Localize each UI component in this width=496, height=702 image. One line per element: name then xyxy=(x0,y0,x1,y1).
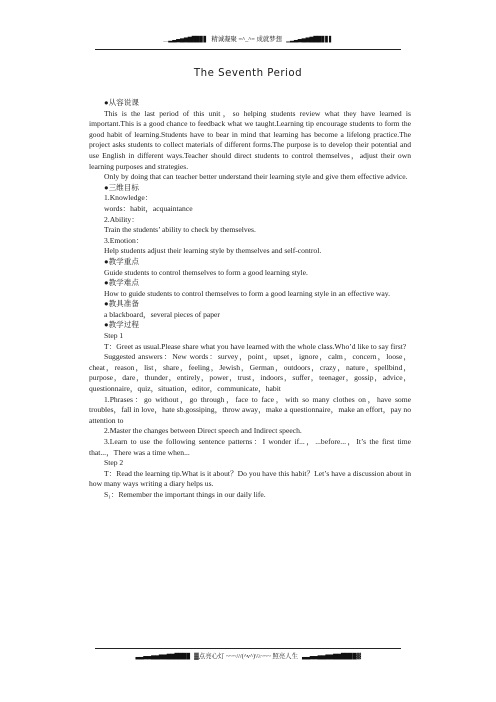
paragraph: Step 2 xyxy=(104,458,124,468)
section-heading: ●教学过程 xyxy=(104,320,139,330)
footer-left-decoration: ▃▃▄▄▅▅▆▆▇▇██▉▉ xyxy=(135,654,191,660)
section-heading: ●教具准备 xyxy=(104,299,139,309)
paragraph: Suggested answers：New words：survey，point，upset，ignore，calm，concern，loose，cheat，reason，list，share，feeling，Jewish，German，outdoors，crazy，nature，spellbind，purpose，dare，thunder，entirely，power，trust，indoors，suffer，teenager，gossip，advice，questionnaire，quiz，situation，editor，communicate，habit xyxy=(89,352,411,394)
paragraph: 1.Knowledge： xyxy=(104,193,153,203)
footer-text: ▓点亮心灯 ~~~///(^v^)\\\~~~ 照亮人生 xyxy=(194,653,298,660)
paragraph: 1.Phrases：go without，go through，face to face，with so many clothes on，have some troubles，fall in love，hate sb.gossiping，throw away，make a questionnaire，make an effort，pay no attention to xyxy=(89,394,411,425)
document-body xyxy=(89,98,411,501)
section-heading: ●三维目标 xyxy=(104,182,139,192)
paragraph: Help students adjust their learning style by themselves and self-control. xyxy=(104,246,322,256)
page-footer xyxy=(0,650,496,664)
page-header xyxy=(0,33,496,47)
paragraph: T：Read the learning tip.What is it about？Do you have this habit？Let’s have a discussion about in how many ways writing a diary helps us. xyxy=(89,468,411,489)
section-heading: ●教学难点 xyxy=(104,278,139,288)
paragraph: How to guide students to control themselves to form a good learning style in an effective way. xyxy=(104,288,390,298)
paragraph: Guide students to control themselves to form a good learning style. xyxy=(104,267,308,277)
paragraph: 3.Emotion： xyxy=(104,235,144,245)
header-right-decoration: ▁▂▃▄▅▆▇█▉▊▋▌ xyxy=(286,37,333,43)
paragraph: T：Greet as usual.Please share what you have learned with the whole class.Who’d like to say first? xyxy=(104,341,407,351)
paragraph: 3.Learn to use the following sentence patterns：I wonder if...，...before...，It’s the first time that...，There was a time when... xyxy=(89,437,411,457)
header-left-decoration: ＿▂▃▄▅▆▇█▉▊▋ xyxy=(163,37,208,43)
paragraph: 2.Ability： xyxy=(104,214,139,224)
section-heading: ●从容说课 xyxy=(104,98,139,107)
section-heading: ●教学重点 xyxy=(104,256,139,266)
header-rule xyxy=(95,49,401,50)
paragraph: words：habit，acquaintance xyxy=(104,203,193,213)
header-text: 精诚凝聚 =^_^= 成就梦想 xyxy=(211,36,283,43)
paragraph: This is the last period of this unit，so helping students review what they have learned is important.This is a good chance to feedback what we taught.Learning tip encourage students to form the good habit of learning.Students have to bear in mind that learning has become a lifelong practice.The project asks students to collect materials of different forms.The purpose is to develop their potential and use English in different ways.Teacher should direct students to control themselves，adjust their own learning purposes and strategies. xyxy=(89,108,411,171)
paragraph: 2.Master the changes between Direct speech and Indirect speech. xyxy=(104,426,302,436)
paragraph: a blackboard，several pieces of paper xyxy=(104,309,220,319)
page-title: The Seventh Period xyxy=(193,68,303,79)
paragraph: Train the students’ ability to check by themselves. xyxy=(104,225,256,235)
footer-rule xyxy=(95,648,401,649)
paragraph: Step 1 xyxy=(104,331,124,341)
paragraph: S₁：Remember the important things in our daily life. xyxy=(104,489,266,499)
footer-right-decoration: ▃▃▄▄▅▅▆▆▇▇██▉▉▓ xyxy=(301,654,361,660)
paragraph: Only by doing that can teacher better understand their learning style and give them effective advice. xyxy=(104,172,408,182)
